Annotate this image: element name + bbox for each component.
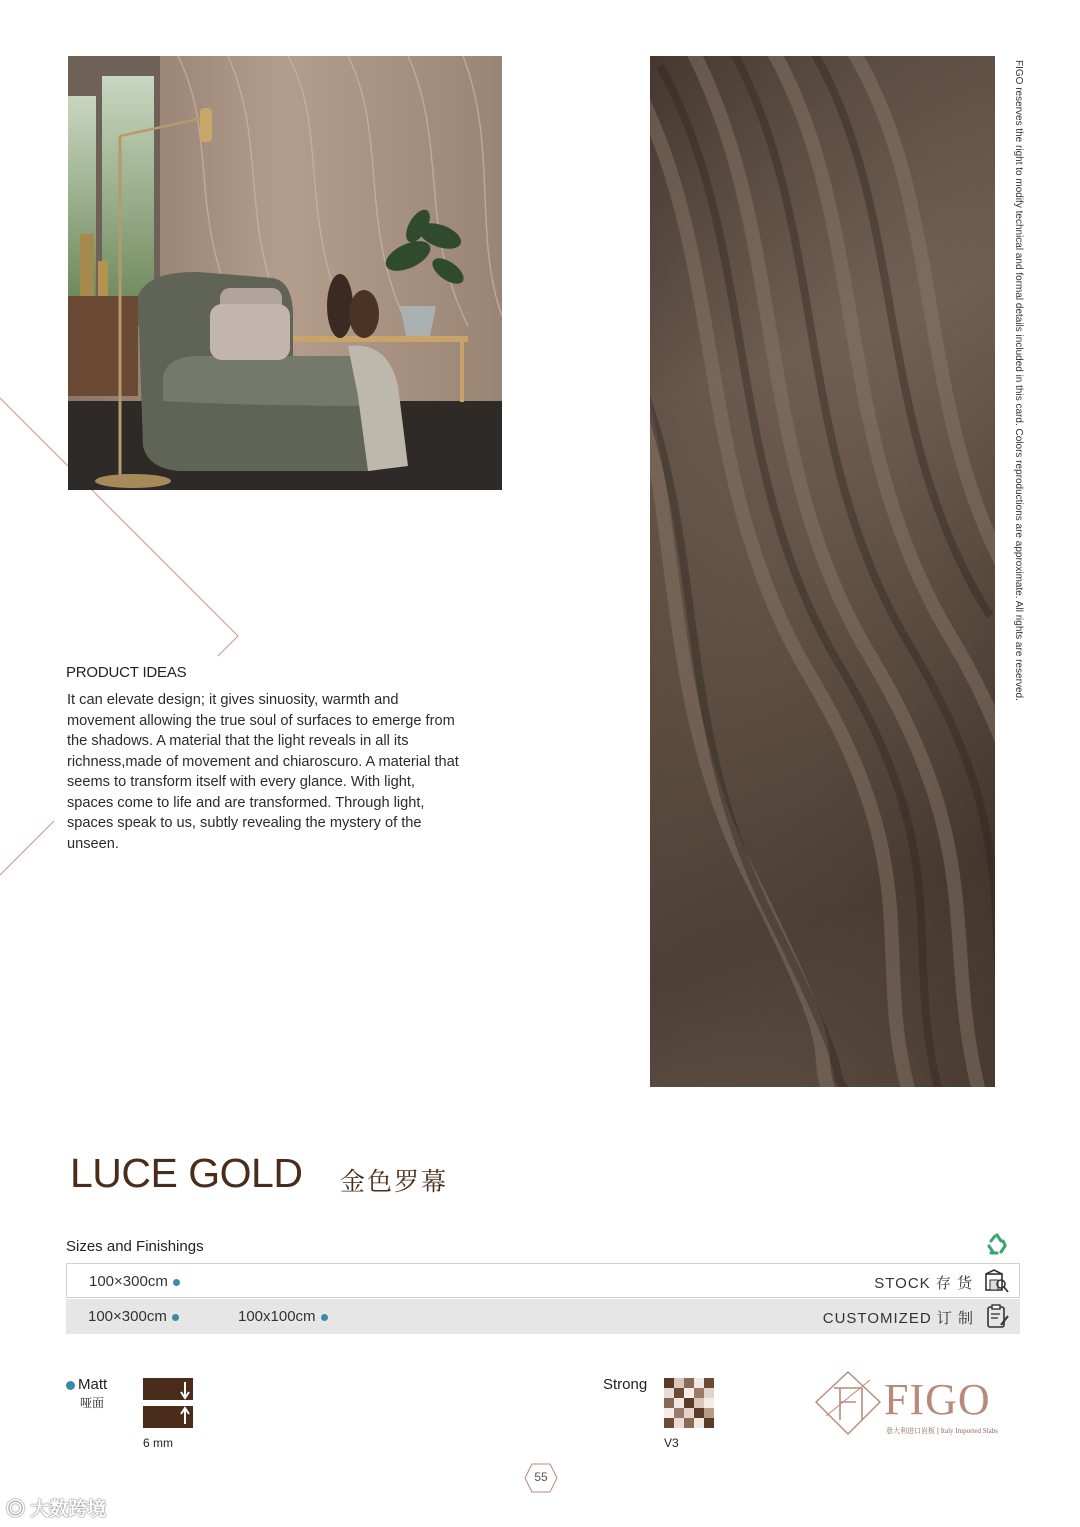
interior-photo (68, 56, 502, 490)
customized-size-2: 100x100cm (238, 1308, 328, 1325)
size-dot (321, 1314, 328, 1321)
stock-label: STOCK 存 货 (874, 1275, 973, 1292)
recycle-icon (985, 1232, 1009, 1256)
finish-dot (66, 1381, 75, 1390)
size-dot (173, 1279, 180, 1286)
product-name-cn: 金色罗幕 (340, 1168, 449, 1196)
product-ideas-body: It can elevate design; it gives sinuosity, warmth and movement allowing the true soul of surfaces to emerge from the shadows. A material that the light reveals in all its richness,made of movement and chiaroscuro. A material that seems to transform itself with every glance. With light, spaces come to life and are transformed. Through light, spaces speak to us, subtly revealing the mystery of the unseen. (67, 692, 459, 852)
page-number: 55 (524, 1463, 558, 1493)
stock-size: 100×300cm (89, 1273, 180, 1290)
watermark-icon: ◎ (6, 1499, 31, 1520)
thickness-label: 6 mm (143, 1436, 173, 1450)
product-name: LUCE GOLD (70, 1150, 303, 1196)
variation-code: V3 (664, 1436, 679, 1450)
size-dot (172, 1314, 179, 1321)
shade-variation-icon (664, 1378, 714, 1428)
finish-label-cn: 哑面 (80, 1396, 105, 1410)
product-ideas-title: PRODUCT IDEAS (66, 664, 187, 681)
finish-label: Matt (66, 1376, 107, 1393)
customized-size-1: 100×300cm (88, 1308, 179, 1325)
warehouse-icon (983, 1268, 1009, 1294)
stock-row (66, 1263, 1020, 1298)
thickness-icon (143, 1378, 193, 1428)
logo-brand: FIGO (884, 1375, 991, 1424)
clipboard-icon (984, 1303, 1010, 1329)
watermark: ◎ 大数跨境 (6, 1499, 107, 1520)
rights-notice: FIGO reserves the right to modify technical and formal details included in this card. Colors reproductions are approximate. All rights are reserved. (1013, 60, 1024, 701)
slab-sample-photo (650, 56, 995, 1087)
logo-tagline: 意大利进口岩板 | Italy Imported Slabs (886, 1427, 998, 1435)
figo-logo (812, 1368, 1022, 1438)
customized-row (66, 1299, 1020, 1334)
variation-label: Strong (603, 1376, 648, 1393)
customized-label: CUSTOMIZED 订 制 (822, 1310, 974, 1327)
sizes-title: Sizes and Finishings (66, 1238, 204, 1255)
